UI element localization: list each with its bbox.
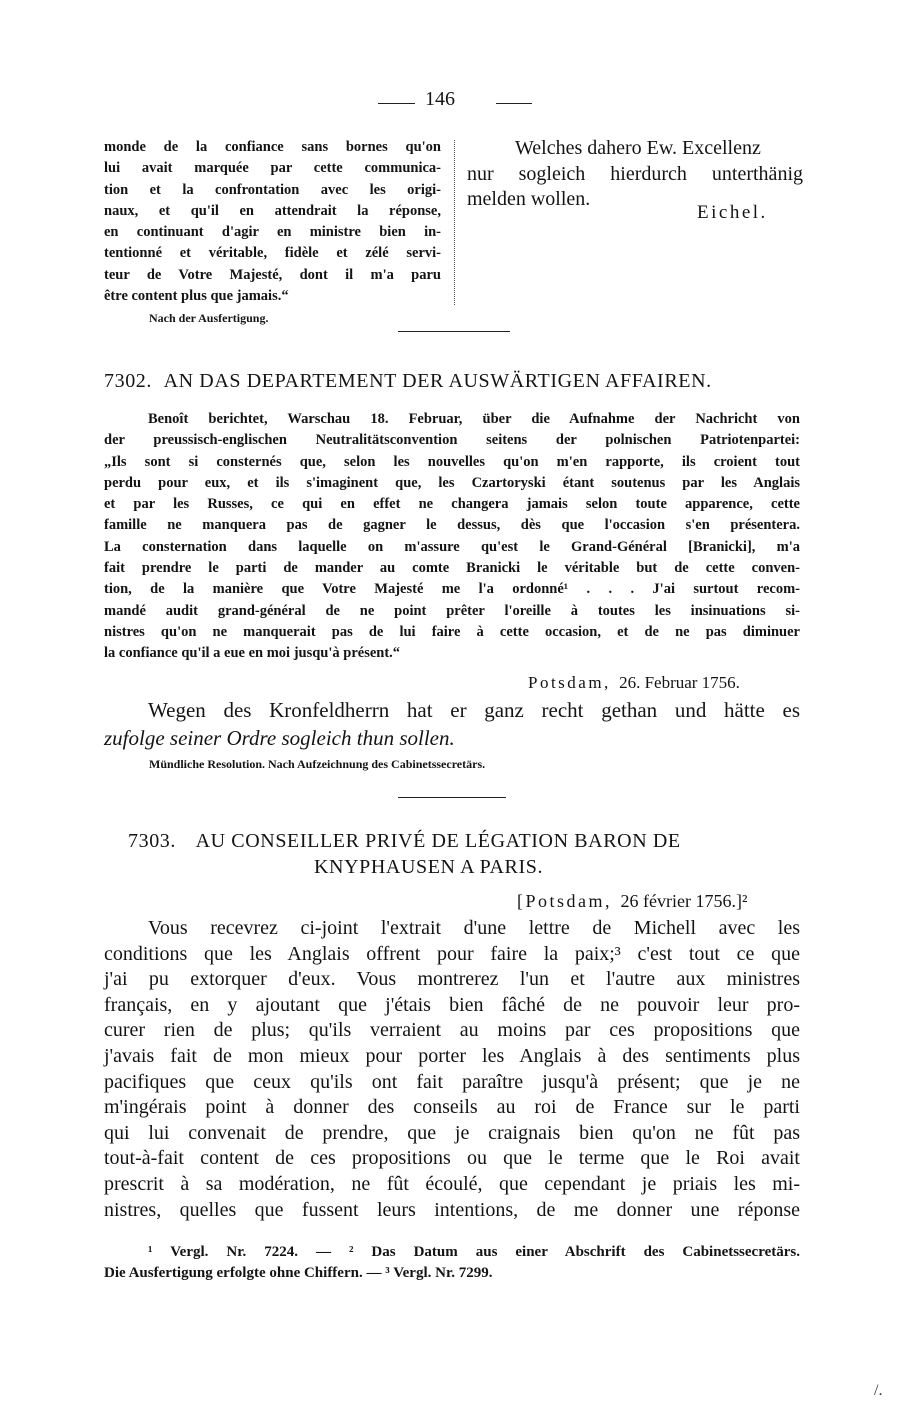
date: 26 février 1756.]² — [620, 891, 748, 911]
left-column-line: être content plus que jamais.“ — [104, 288, 289, 305]
source-note: Mündliche Resolution. Nach Aufzeichnung des Cabinetssecretärs. — [149, 757, 486, 771]
left-column-line: tion et la confrontation avec les origi- — [104, 181, 441, 198]
body-line: curer rien de plus; qu'ils verraient au moins par ces propositions que — [104, 1019, 800, 1042]
body-line: m'ingérais point à donner des conseils au roi de France sur le parti — [104, 1096, 800, 1119]
body-line: qui lui convenait de prendre, que je craignais bien qu'on ne fût pas — [104, 1121, 800, 1144]
body-line: fait prendre le parti de mander au comte Branicki le véritable but de cette conven- — [104, 560, 800, 577]
body-line: perdu pour eux, et ils s'imaginent que, les Czartoryski étant soutenus par les Anglais — [104, 474, 800, 491]
body-line: j'ai pu extorquer d'eux. Vous montrerez l'un et l'autre aux ministres — [104, 968, 800, 991]
right-column-text — [467, 135, 803, 212]
body-line: Benoît berichtet, Warschau 18. Februar, über die Aufnahme der Nachricht von — [148, 411, 800, 427]
corner-mark: /. — [874, 1382, 883, 1399]
section-title-line: AU CONSEILLER PRIVÉ DE LÉGATION BARON DE — [195, 830, 681, 852]
section-title: AN DAS DEPARTEMENT DER AUSWÄRTIGEN AFFAIREN. — [163, 370, 712, 392]
footnotes — [104, 1242, 800, 1285]
body-line: tion, de la manière que Votre Majesté me l'a ordonné¹ . . . J'ai surtout recom- — [104, 581, 800, 598]
right-column-line: Welches dahero Ew. Excellenz — [515, 137, 761, 159]
section-title-line: KNYPHAUSEN A PARIS. — [314, 856, 544, 878]
resolution-text — [104, 696, 800, 752]
body-line: prescrit à sa modération, ne fût écoulé, que cependant je priais les mi- — [104, 1172, 800, 1195]
section-7303-body — [104, 916, 800, 1223]
section-separator — [398, 797, 506, 798]
body-line: nistres, quelles que fussent leurs intentions, de me donner une réponse — [104, 1198, 800, 1221]
footnote-line: Die Ausfertigung erfolgte ohne Chiffern. — ³ Vergl. Nr. 7299. — [104, 1265, 493, 1282]
resolution-line: zufolge seiner Ordre sogleich thun sollen. — [104, 726, 455, 750]
body-line: La consternation dans laquelle on m'assure qu'est le Grand-Général [Branicki], m'a — [104, 538, 800, 555]
date: 26. Februar 1756. — [619, 673, 740, 692]
left-column-text — [104, 137, 441, 307]
section-heading-7302 — [104, 370, 712, 393]
page-number: 146 — [425, 88, 455, 110]
column-divider — [454, 140, 455, 305]
date-place: [Potsdam, — [517, 891, 613, 911]
section-heading-7303 — [128, 830, 681, 853]
body-line: français, en y ajoutant que j'étais bien fâché de ne pouvoir leur pro- — [104, 993, 800, 1016]
section-number: 7302. — [104, 370, 152, 392]
body-line: pacifiques que ceux qu'ils ont fait paraître jusqu'à présent; que je ne — [104, 1070, 800, 1093]
source-note: Nach der Ausfertigung. — [149, 311, 269, 325]
section-number: 7303. — [128, 830, 176, 852]
date-line-7303 — [517, 891, 747, 912]
date-line-7302 — [528, 673, 740, 693]
page-number-rule-right — [496, 103, 532, 104]
footnote-line: ¹ Vergl. Nr. 7224. — ² Das Datum aus einer Abschrift des Cabinetssecretärs. — [148, 1244, 800, 1260]
left-column-line: naux, et qu'il en attendrait la réponse, — [104, 202, 441, 219]
body-line: tout-à-fait content de ces propositions ou que le terme que le Roi avait — [104, 1147, 800, 1170]
body-line: famille ne manquera pas de gagner le dessus, dès que l'occasion s'en présentera. — [104, 517, 800, 534]
body-line: la confiance qu'il a eue en moi jusqu'à présent.“ — [104, 645, 401, 662]
right-column-line: melden wollen. — [467, 188, 591, 211]
section-7302-body — [104, 409, 800, 665]
left-column-line: monde de la confiance sans bornes qu'on — [104, 139, 441, 155]
body-line: mandé audit grand-général de ne point prêter l'oreille à toutes les insinuations si- — [104, 602, 800, 619]
body-line: der preussisch-englischen Neutralitätsconvention seitens der polnischen Patriotenpartei: — [104, 432, 800, 449]
left-column-line: tentionné et véritable, fidèle et zélé servi- — [104, 245, 441, 262]
left-column-line: en continuant d'agir en ministre bien in- — [104, 224, 441, 241]
body-line: j'avais fait de mon mieux pour porter les Anglais à des sentiments plus — [104, 1044, 800, 1067]
section-separator — [398, 331, 510, 332]
body-line: conditions que les Anglais offrent pour faire la paix;³ c'est tout ce que — [104, 942, 800, 965]
body-line: nistres qu'on ne manquerait pas de lui faire à cette occasion, et de ne pas diminuer — [104, 623, 800, 640]
resolution-line: Wegen des Kronfeldherrn hat er ganz recht gethan und hätte es — [148, 698, 800, 722]
signature: Eichel. — [697, 202, 768, 223]
right-column-line: nur sogleich hierdurch unterthänig — [467, 162, 803, 185]
page-number-rule-left — [378, 103, 415, 104]
date-place: Potsdam, — [528, 673, 611, 692]
left-column-line: teur de Votre Majesté, dont il m'a paru — [104, 266, 441, 283]
left-column-line: lui avait marquée par cette communica- — [104, 160, 441, 177]
body-line: et par les Russes, ce qui en effet ne changera jamais selon toute apparence, cette — [104, 496, 800, 513]
body-line: „Ils sont si consternés que, selon les nouvelles qu'on m'en rapporte, ils croient tout — [104, 453, 800, 470]
body-line: Vous recevrez ci-joint l'extrait d'une lettre de Michell avec les — [148, 917, 800, 939]
